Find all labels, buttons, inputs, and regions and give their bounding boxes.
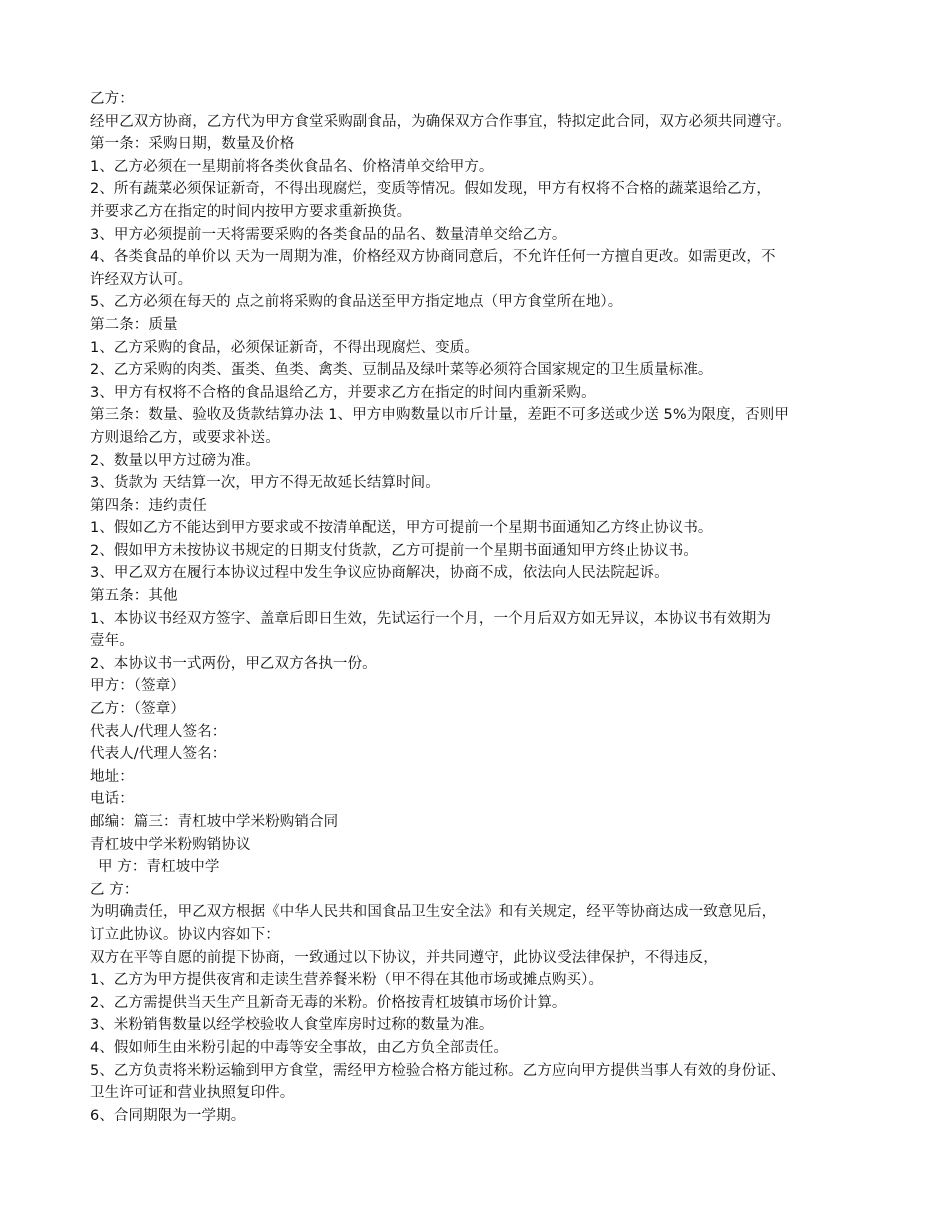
text-line: 2、本协议书一式两份，甲乙双方各执一份。	[90, 655, 377, 672]
text-line: 5、乙方负责将米粉运输到甲方食堂，需经甲方检验合格方能过称。乙方应向甲方提供当事人有效的身份证、	[90, 1062, 786, 1079]
text-line: 双方在平等自愿的前提下协商，一致通过以下协议，并共同遵守，此协议受法律保护，不得违反，	[90, 949, 718, 966]
text-line: 1、本协议书经双方签字、盖章后即日生效，先试运行一个月，一个月后双方如无异议，本协议书有效期为	[90, 610, 771, 627]
party-b-line: 乙 方：	[90, 881, 139, 898]
document-body	[90, 88, 870, 1127]
party-a-line: 甲 方：青杠坡中学	[98, 859, 220, 876]
text-line: 5、乙方必须在每天的 点之前将采购的食品送至甲方指定地点（甲方食堂所在地）。	[90, 294, 623, 311]
text-line: 3、甲乙双方在履行本协议过程中发生争议应协商解决，协商不成，依法向人民法院起诉。	[90, 565, 669, 582]
text-line: 2、数量以甲方过磅为准。	[90, 452, 260, 469]
text-line: 方则退给乙方，或要求补送。	[90, 429, 280, 446]
postcode-line: 邮编：篇三：青杠坡中学米粉购销合同	[90, 814, 339, 830]
text-line: 2、所有蔬菜必须保证新奇，不得出现腐烂，变质等情况。假如发现，甲方有权将不合格的蔬菜退给乙方，	[90, 181, 771, 198]
text-line: 3、甲方有权将不合格的食品退给乙方，并要求乙方在指定的时间内重新采购。	[90, 384, 596, 401]
text-line: 为明确责任，甲乙双方根据《中华人民共和国食品卫生安全法》和有关规定，经平等协商达成一致意见后，	[90, 904, 777, 921]
text-line: 乙方：	[90, 91, 134, 107]
section-heading: 第五条：其他	[90, 588, 178, 605]
text-line: 经甲乙双方协商，乙方代为甲方食堂采购副食品，为确保双方合作事宜，特拟定此合同，双方必须共同遵守。	[90, 113, 791, 130]
text-line: 并要求乙方在指定的时间内按甲方要求重新换货。	[90, 203, 412, 220]
signature-line: 甲方：（签章）	[90, 678, 185, 695]
section-heading: 第三条：数量、验收及货款结算办法 1、甲方申购数量以市斤计量，差距不可多送或少送 5%为限度，否则甲	[90, 407, 789, 424]
phone-line: 电话：	[90, 791, 134, 808]
section-heading: 第二条：质量	[90, 316, 178, 333]
section-heading: 第四条：违约责任	[90, 497, 207, 514]
text-line: 4、各类食品的单价以 天为一周期为准，价格经双方协商同意后，不允许任何一方擅自更改。如需更改，不	[90, 249, 776, 266]
text-line: 1、乙方必须在一星期前将各类伙食品名、价格清单交给甲方。	[90, 158, 494, 175]
text-line: 6、合同期限为一学期。	[90, 1107, 246, 1124]
agreement-title: 青杠坡中学米粉购销协议	[90, 836, 251, 853]
address-line: 地址：	[90, 768, 134, 785]
text-line: 1、乙方采购的食品，必须保证新奇，不得出现腐烂、变质。	[90, 339, 479, 356]
signature-line: 代表人/代理人签名：	[90, 723, 227, 740]
text-line: 4、假如师生由米粉引起的中毒等安全事故，由乙方负全部责任。	[90, 1039, 509, 1056]
signature-line: 代表人/代理人签名：	[90, 746, 227, 763]
text-line: 卫生许可证和营业执照复印件。	[90, 1085, 295, 1102]
text-line: 壹年。	[90, 633, 134, 650]
text-line: 3、货款为 天结算一次，甲方不得无故延长结算时间。	[90, 475, 440, 492]
section-heading: 第一条：采购日期，数量及价格	[90, 136, 295, 153]
text-line: 2、假如甲方未按协议书规定的日期支付货款，乙方可提前一个星期书面通知甲方终止协议书。	[90, 542, 698, 559]
signature-line: 乙方：（签章）	[90, 701, 185, 718]
text-line: 1、乙方为甲方提供夜宵和走读生营养餐米粉（甲不得在其他市场或摊点购买）。	[90, 972, 604, 989]
text-line: 3、甲方必须提前一天将需要采购的各类食品的品名、数量清单交给乙方。	[90, 226, 567, 243]
text-line: 许经双方认可。	[90, 271, 193, 288]
text-line: 订立此协议。协议内容如下：	[90, 926, 280, 943]
text-line: 2、乙方需提供当天生产且新奇无毒的米粉。价格按青杠坡镇市场价计算。	[90, 994, 567, 1011]
text-line: 2、乙方采购的肉类、蛋类、鱼类、禽类、豆制品及绿叶菜等必须符合国家规定的卫生质量标准。	[90, 362, 713, 379]
text-line: 3、米粉销售数量以经学校验收人食堂库房时过称的数量为准。	[90, 1017, 494, 1034]
text-line: 1、假如乙方不能达到甲方要求或不按清单配送，甲方可提前一个星期书面通知乙方终止协议书。	[90, 520, 713, 537]
